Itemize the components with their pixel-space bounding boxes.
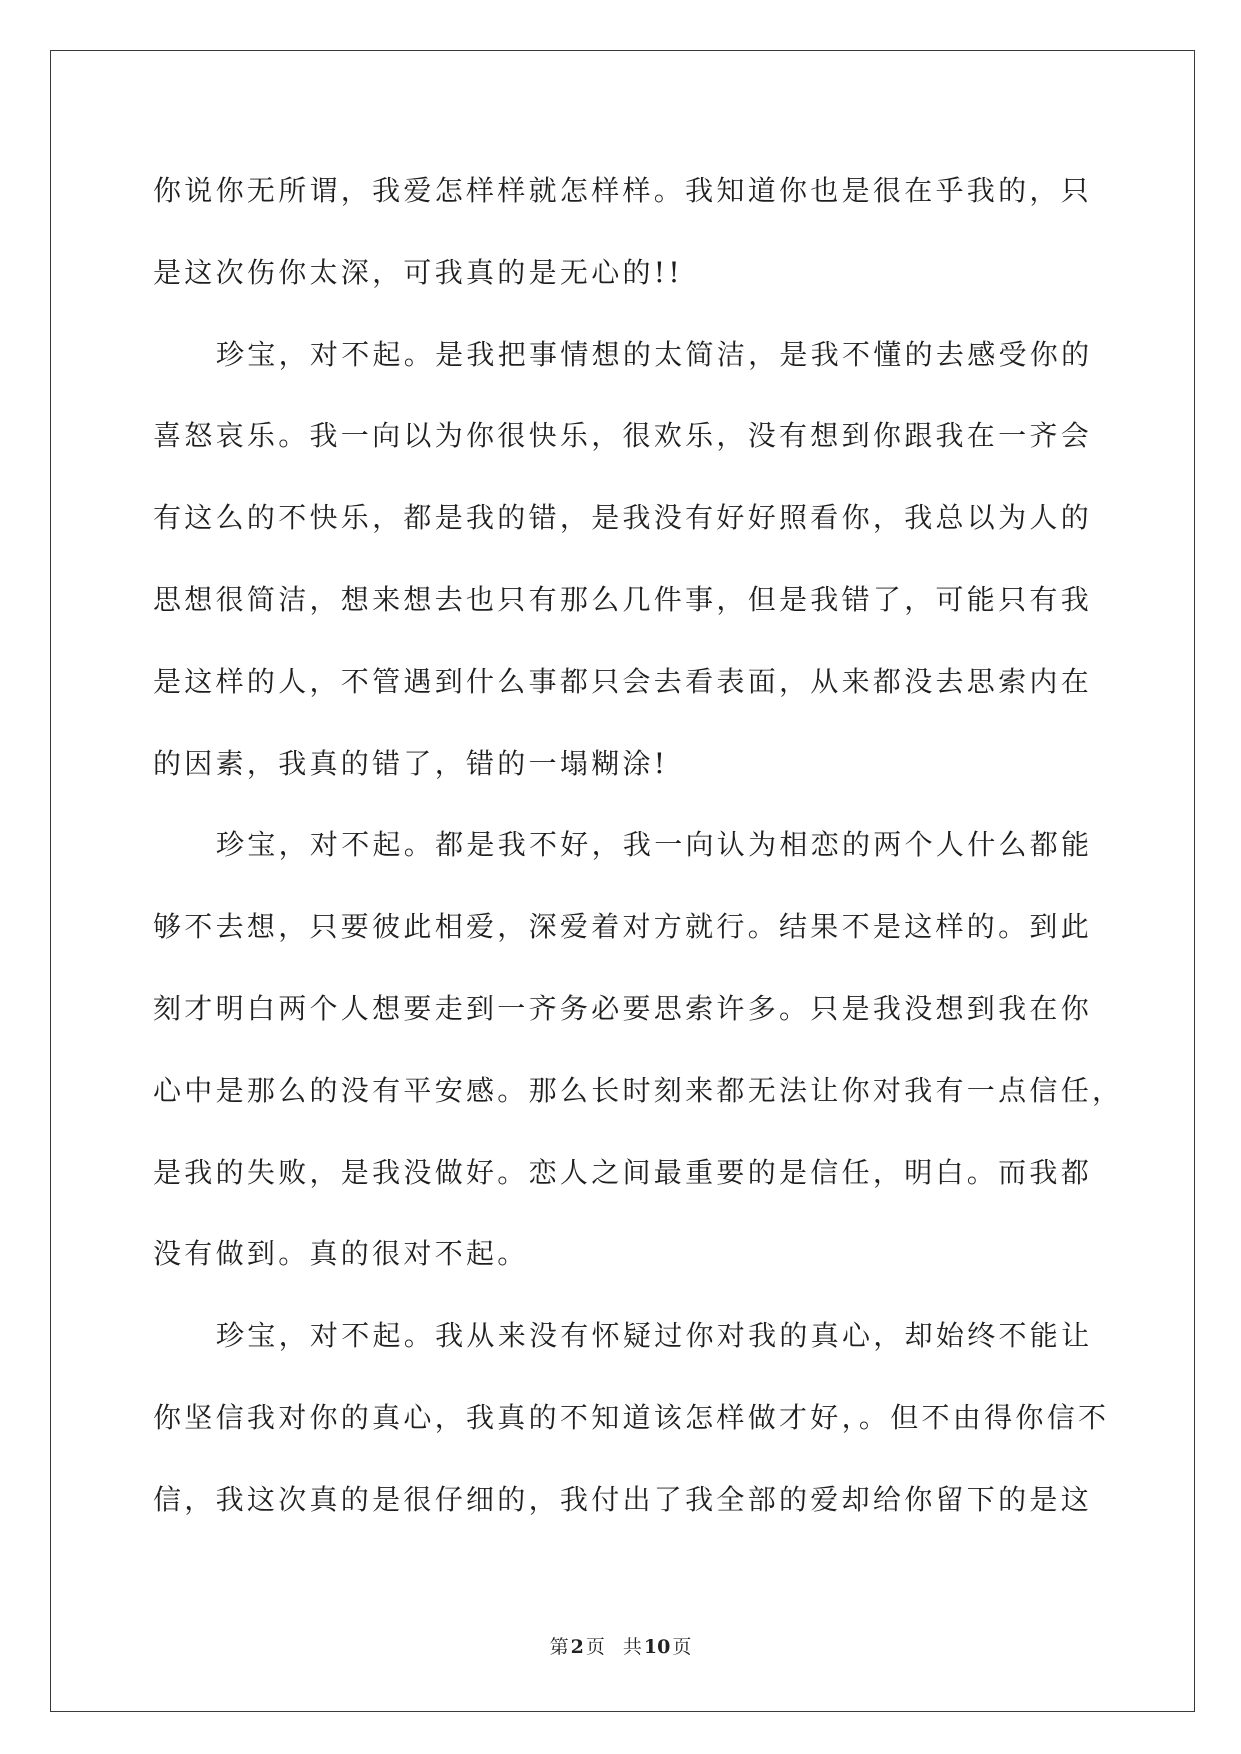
total-suffix: 页 (672, 1636, 692, 1658)
paragraph (153, 804, 1123, 1295)
text-line: 珍宝，对不起。都是我不好，我一向认为相恋的两个人什么都能 (216, 828, 1093, 862)
document-body (153, 150, 1123, 1541)
text-line: 你说你无所谓，我爱怎样样就怎样样。我知道你也是很在乎我的，只 (153, 174, 1093, 207)
text-line: 心中是那么的没有平安感。那么长时刻来都无法让你对我有一点信任， (153, 1073, 1124, 1107)
total-pages-indicator (623, 1636, 691, 1658)
text-line: 是这样的人，不管遇到什么事都只会去看表面，从来都没去思索内在 (153, 664, 1093, 698)
text-line: 有这么的不快乐，都是我的错，是我没有好好照看你，我总以为人的 (153, 501, 1093, 535)
paragraph (153, 314, 1123, 805)
total-prefix: 共 (622, 1636, 642, 1658)
text-line: 没有做到。真的很对不起。 (153, 1237, 529, 1271)
text-line: 珍宝，对不起。我从来没有怀疑过你对我的真心，却始终不能让 (216, 1319, 1093, 1353)
page-suffix: 页 (585, 1636, 605, 1658)
page-number: 2 (570, 1636, 584, 1658)
text-line: 是这次伤你太深，可我真的是无心的!! (153, 255, 683, 289)
text-line: 珍宝，对不起。是我把事情想的太简洁，是我不懂的去感受你的 (216, 337, 1093, 371)
text-line: 的因素，我真的错了，错的一塌糊涂! (153, 746, 669, 780)
page-footer (0, 1635, 1241, 1659)
page-prefix: 第 (549, 1636, 569, 1658)
total-pages-number: 10 (643, 1636, 671, 1658)
paragraph (153, 150, 1123, 314)
text-line: 刻才明白两个人想要走到一齐务必要思索许多。只是我没想到我在你 (153, 991, 1093, 1025)
text-line: 你坚信我对你的真心，我真的不知道该怎样做才好，。但不由得你信不 (153, 1400, 1110, 1434)
text-line: 思想很简洁，想来想去也只有那么几件事，但是我错了，可能只有我 (153, 582, 1093, 616)
text-line: 信，我这次真的是很仔细的，我付出了我全部的爱却给你留下的是这 (153, 1482, 1093, 1516)
paragraph (153, 1295, 1123, 1540)
text-line: 够不去想，只要彼此相爱，深爱着对方就行。结果不是这样的。到此 (153, 910, 1093, 944)
text-line: 是我的失败，是我没做好。恋人之间最重要的是信任，明白。而我都 (153, 1155, 1093, 1189)
text-line: 喜怒哀乐。我一向以为你很快乐，很欢乐，没有想到你跟我在一齐会 (153, 419, 1093, 453)
page-indicator (550, 1636, 605, 1658)
